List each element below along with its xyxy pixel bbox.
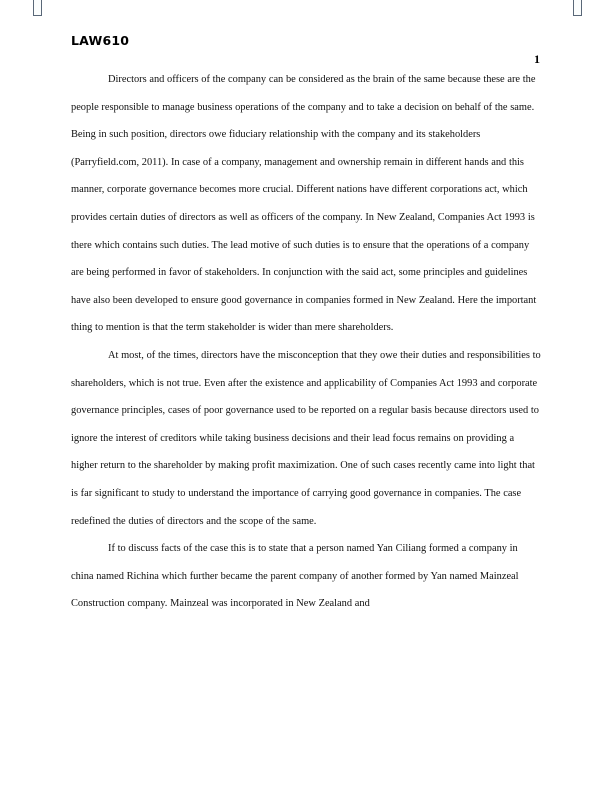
body-paragraph: Directors and officers of the company can be considered as the brain of the same because these are the people responsible to manage business operations of the company and to take a decision on behalf of the same. Being in such position, directors owe fiduciary relationship with the company and its stakeholders (Parryfield.com, 2011). In case of a company, management and ownership remain in different hands and this manner, corporate governance becomes more crucial. Different nations have different corporations act, which provides certain duties of directors as well as officers of the company. In New Zealand, Companies Act 1993 is there which contains such duties. The lead motive of such duties is to ensure that the operations of a company are being performed in favor of stakeholders. In conjunction with the said act, some principles and guidelines have also been developed to ensure good governance in companies formed in New Zealand. Here the important thing to mention is that the term stakeholder is wider than mere shareholders. xyxy=(71,74,537,334)
document-body xyxy=(71,66,541,618)
body-paragraph: If to discuss facts of the case this is to state that a person named Yan Ciliang formed a company in china named Richina which further became the parent company of another formed by Yan named Mainzeal Construction company. Mainzeal was incorporated in New Zealand and xyxy=(71,543,519,610)
page-number: 1 xyxy=(534,52,540,66)
missing-glyph-box-icon-right xyxy=(573,0,582,16)
body-paragraph: At most, of the times, directors have the misconception that they owe their duties and responsibilities to shareholders, which is not true. Even after the existence and applicability of Companies Act 1993 and corporate governance principles, cases of poor governance used to be reported on a regular basis because directors used to ignore the interest of creditors while taking business decisions and their lead focus remains on providing a higher return to the shareholder by making profit maximization. One of such cases recently came into light that is far significant to study to understand the importance of carrying good governance in companies. The case redefined the duties of directors and the scope of the same. xyxy=(71,349,541,527)
missing-glyph-box-icon-left xyxy=(33,0,42,16)
page-title: LAW610 xyxy=(71,33,130,48)
document-header xyxy=(71,33,540,67)
